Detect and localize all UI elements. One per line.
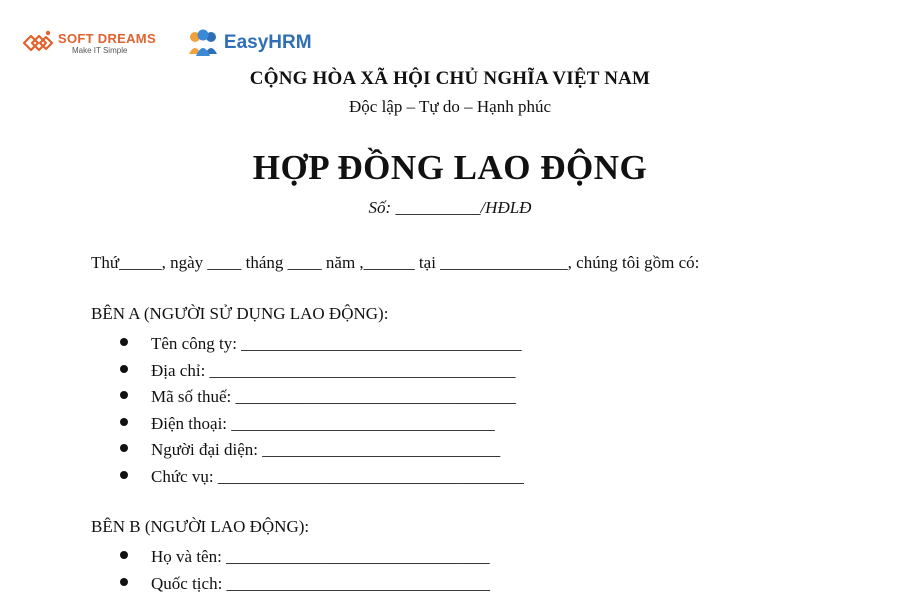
field-phone: Điện thoại: _______________________________ (151, 413, 495, 433)
list-item (120, 466, 524, 493)
bullet-icon (120, 471, 128, 479)
softdreams-mark-icon (22, 28, 54, 58)
party-b-field-list (120, 546, 490, 599)
softdreams-name: SOFT DREAMS (58, 30, 156, 46)
list-item (120, 360, 524, 387)
softdreams-tagline: Make IT Simple (72, 45, 128, 55)
field-representative: Người đại diện: ____________________________ (151, 440, 501, 459)
header-logos (22, 26, 312, 60)
field-company-name: Tên công ty: _________________________________ (151, 334, 522, 353)
softdreams-logo (22, 28, 156, 58)
list-item (120, 333, 524, 360)
bullet-icon (120, 418, 128, 426)
easyhrm-logo (186, 28, 312, 58)
contract-number-line: Số: __________/HĐLĐ (368, 198, 532, 217)
easyhrm-name: EasyHRM (223, 32, 312, 53)
bullet-icon (120, 365, 128, 373)
party-a-heading: BÊN A (NGƯỜI SỬ DỤNG LAO ĐỘNG): (91, 304, 389, 323)
list-item (120, 439, 524, 466)
intro-line: Thứ_____, ngày ____ tháng ____ năm ,______ tại _______________, chúng tôi gồm có: (91, 253, 700, 272)
document-title: HỢP ĐỒNG LAO ĐỘNG (252, 148, 648, 187)
bullet-icon (120, 578, 128, 586)
bullet-icon (120, 444, 128, 452)
motto: Độc lập – Tự do – Hạnh phúc (349, 97, 551, 116)
bullet-icon (120, 338, 128, 346)
field-tax-code: Mã số thuế: _________________________________ (151, 387, 517, 406)
list-item (120, 413, 524, 440)
bullet-icon (120, 391, 128, 399)
list-item (120, 573, 490, 600)
field-address: Địa chỉ: ____________________________________ (151, 360, 516, 380)
list-item (120, 386, 524, 413)
field-position: Chức vụ: ____________________________________ (151, 466, 524, 486)
nation-heading: CỘNG HÒA XÃ HỘI CHỦ NGHĨA VIỆT NAM (249, 68, 651, 89)
list-item (120, 546, 490, 573)
field-nationality: Quốc tịch: _______________________________ (151, 573, 491, 593)
easyhrm-people-icon (186, 28, 220, 58)
party-a-field-list (120, 333, 524, 492)
bullet-icon (120, 551, 128, 559)
field-full-name: Họ và tên: _______________________________ (151, 547, 490, 566)
party-b-heading: BÊN B (NGƯỜI LAO ĐỘNG): (91, 517, 310, 536)
